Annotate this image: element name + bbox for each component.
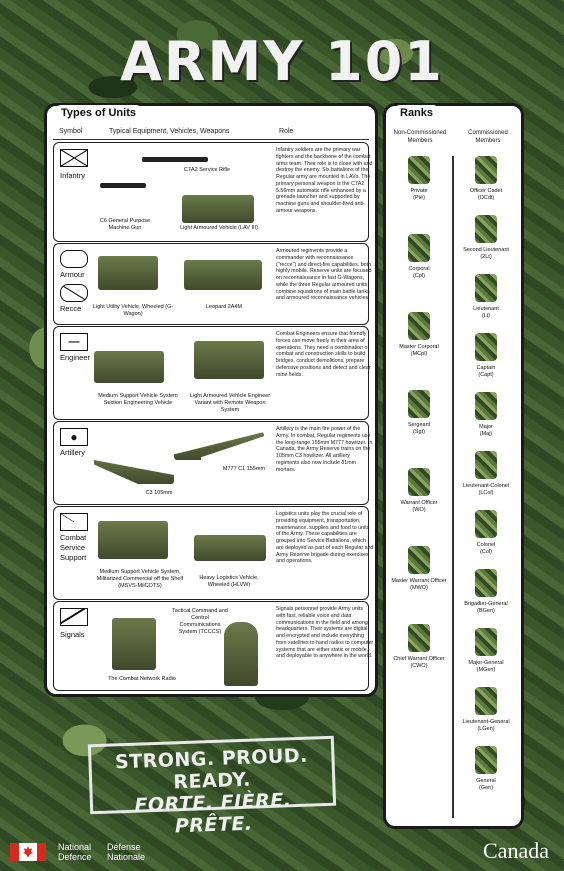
rank-label: [389, 266, 449, 280]
units-heading: Types of Units: [55, 105, 142, 121]
rank-insignia-icon: [475, 333, 497, 361]
ranks-panel: [383, 103, 524, 829]
rank-label: [456, 778, 516, 792]
armour-role: Armoured regiments provide a commander with reconnaissance ("recce") and direct-fire capabilities, both highly mobile. Reserve units are focused on reconnaissance in fast G-Wagons, while the three Regular armoured units combine squadrons of main battle tanks and armoured reconnaissance vehicles.: [276, 248, 372, 302]
infantry-eq-1: C7A2 Service Rifle: [183, 167, 231, 173]
rank-abbr: (Cpl): [413, 272, 425, 279]
rank-name: Warrant Officer: [400, 500, 438, 506]
rank-name: Private: [410, 188, 428, 194]
rank-abbr: (WO): [412, 506, 426, 513]
recce-label: Recce: [60, 304, 82, 313]
rank-label: [389, 500, 449, 514]
rank-name: Captain: [476, 365, 496, 371]
rank-abbr: (MCpl): [410, 350, 428, 357]
rank-abbr: (Pte): [413, 194, 425, 201]
css-symbol-icon: [60, 513, 88, 531]
rank-name: Lieutenant-General: [462, 719, 510, 725]
rank-label: [456, 719, 516, 733]
rank-label: [456, 601, 516, 615]
unit-row-engineer: [53, 326, 369, 420]
rank-label: [389, 422, 449, 436]
rank-abbr: (LGen): [477, 725, 495, 732]
armour-label: Armour: [60, 270, 85, 279]
signals-symbol-icon: [60, 608, 88, 626]
rank-insignia-icon: [475, 628, 497, 656]
signals-role: Signals personnel provide Army units with fast, reliable voice and data communications in the field and among headquarters. Their systems are digital and encrypted and include everything from satellites to hand radios to computer systems that are either static or mobile, and deployable to anywhere in the world.: [276, 606, 374, 660]
rank-label: [456, 188, 516, 202]
rank-abbr: (CWO): [410, 662, 428, 669]
unit-row-signals: [53, 601, 374, 691]
ranks-heading: Ranks: [394, 105, 439, 121]
rank-abbr: (2Lt): [480, 253, 492, 260]
css-eq-2: Heavy Logistics Vehicle, Wheeled (HLVW): [199, 575, 259, 588]
slogan-banner: [88, 736, 336, 838]
rank-insignia-icon: [475, 451, 497, 479]
engineer-symbol-icon: —: [60, 333, 88, 351]
artillery-symbol-icon: ●: [60, 428, 88, 446]
rank-label: [456, 306, 516, 320]
signals-label: Signals: [60, 630, 85, 639]
unit-row-artillery: [53, 421, 373, 505]
unit-row-armour: [53, 243, 372, 325]
rank-insignia-icon: [475, 746, 497, 774]
types-of-units-panel: [44, 103, 378, 697]
armour-eq-1: Light Utility Vehicle, Wheeled (G-Wagon): [92, 304, 174, 317]
rank-label: [389, 188, 449, 202]
rank-abbr: (BGen): [477, 607, 495, 614]
engineer-eq-2: Light Armoured Vehicle Engineer Variant with Remote Weapon System: [189, 393, 271, 413]
m777-howitzer-image: [174, 432, 264, 460]
rank-name: Second Lieutenant: [463, 247, 509, 253]
unit-row-combat-service-support: [53, 506, 374, 600]
dept-en-1: National: [58, 842, 92, 852]
hlvw-image: [194, 535, 266, 561]
page-title: ARMY 101: [120, 30, 444, 93]
rank-name: Major-General: [468, 660, 504, 666]
col-role: Role: [279, 128, 294, 135]
unit-row-infantry: [53, 142, 373, 242]
rank-abbr: (Capt): [478, 371, 494, 378]
rank-name: Colonel: [476, 542, 496, 548]
rank-insignia-icon: [408, 468, 430, 496]
g-wagon-image: [98, 256, 158, 290]
engineer-label: Engineer: [60, 353, 91, 362]
col-equipment: Typical Equipment, Vehicles, Weapons: [109, 128, 230, 135]
rank-abbr: (Sgt): [413, 428, 425, 435]
rank-insignia-icon: [475, 392, 497, 420]
rank-insignia-icon: [408, 390, 430, 418]
dept-fr-1: Défense: [107, 842, 141, 852]
canada-wordmark: Canada: [483, 838, 549, 863]
rank-insignia-icon: [408, 234, 430, 262]
ncm-heading: Non-Commissioned Members: [393, 130, 447, 144]
rank-name: Sergeant: [407, 422, 431, 428]
rank-label: [456, 247, 516, 261]
css-eq-1: Medium Support Vehicle System, Militarized Commercial off the Shelf (MSVS-MilCOTS): [96, 569, 184, 589]
artillery-eq-1: M777 C1 155mm: [222, 466, 266, 472]
signals-eq-1: Tactical Command and Control Communications System (TCCCS): [172, 608, 228, 635]
rank-abbr: (OCdt): [477, 194, 495, 201]
css-role: Logistics units play the crucial role of providing equipment, transportation, maintenance, supplies and food to units of the Army. These capabilities are grouped into Service Battalions, which are deployed as part of each Regular and Army Reserve brigade during exercises and operations.: [276, 511, 374, 565]
combat-network-radio-image: [112, 618, 156, 670]
engineer-eq-1: Medium Support Vehicle System Section Engineering Vehicle: [98, 393, 178, 406]
rank-name: Officer Cadet: [469, 188, 503, 194]
rank-insignia-icon: [408, 624, 430, 652]
rank-name: Brigadier-General: [464, 601, 508, 607]
rank-label: [389, 656, 449, 670]
rank-label: [456, 660, 516, 674]
rank-label: [456, 424, 516, 438]
armour-symbol-icon: [60, 250, 88, 268]
rank-abbr: (Gen): [478, 784, 494, 791]
rank-insignia-icon: [408, 546, 430, 574]
rank-name: Lieutenant: [473, 306, 499, 312]
infantry-eq-2: C6 General Purpose Machine Gun: [99, 218, 151, 231]
recce-symbol-icon: [60, 284, 88, 302]
msvs-milcots-image: [98, 521, 168, 559]
rank-insignia-icon: [475, 569, 497, 597]
col-symbol: Symbol: [59, 128, 83, 135]
rank-name: Major: [479, 424, 493, 430]
msvs-sev-image: [94, 351, 164, 383]
infantry-label: Infantry: [60, 171, 86, 180]
lav-engineer-image: [194, 341, 264, 379]
rank-name: Master Corporal: [399, 344, 439, 350]
rank-insignia-icon: [408, 156, 430, 184]
slogan-fr: FORTE. FIÈRE. PRÊTE.: [134, 789, 292, 838]
rank-label: [389, 344, 449, 358]
rank-abbr: (Lt): [481, 312, 491, 319]
rank-insignia-icon: [475, 274, 497, 302]
c3-howitzer-image: [94, 454, 174, 484]
rank-name: General: [476, 778, 496, 784]
rifle-icon: [142, 157, 208, 162]
armour-eq-2: Leopard 2A4M: [205, 304, 243, 310]
canada-flag-icon: [10, 843, 46, 861]
rank-name: Lieutenant-Colonel: [462, 483, 510, 489]
rank-label: [456, 542, 516, 556]
dept-en-2: Defence: [58, 852, 92, 863]
infantry-role: Infantry soldiers are the primary war fighters and the backbone of the combat arms team. Their role is to close with and destroy the enemy. Six battalions of the Regular army are mounted in LAVs. The primary personal weapon is the C7A2 5.56mm automatic rifle enhanced by a grenade launcher and supported by machine guns and shoulder-fired anti-armour weapons.: [276, 147, 373, 214]
rank-abbr: (Col): [480, 548, 492, 555]
rank-name: Chief Warrant Officer: [393, 656, 445, 662]
artillery-role: Artillery is the main fire power of the Army. In combat, Regular regiments use the long-range 155mm M777 howitzer. In Canada, the Army Reserve trains on the 105mm C3 howitzer. All artillery regiments also now include 81mm mortars.: [276, 426, 373, 473]
artillery-label: Artillery: [60, 448, 86, 457]
ranks-divider: [452, 156, 454, 818]
slogan-en: STRONG. PROUD. READY.: [114, 744, 309, 794]
dept-en: [58, 842, 92, 863]
rank-insignia-icon: [475, 687, 497, 715]
rank-insignia-icon: [475, 215, 497, 243]
rank-name: Master Warrant Officer: [391, 578, 447, 584]
signals-eq-2: The Combat Network Radio: [108, 676, 176, 682]
co-heading: Commissioned Members: [468, 130, 508, 144]
rank-abbr: (Maj): [479, 430, 493, 437]
css-label: Combat Service Support: [60, 533, 87, 562]
leopard-tank-image: [184, 260, 262, 290]
artillery-eq-2: C3 105mm: [145, 490, 173, 496]
rank-insignia-icon: [475, 510, 497, 538]
dept-fr: [107, 842, 145, 863]
rank-insignia-icon: [408, 312, 430, 340]
machine-gun-icon: [100, 183, 146, 188]
rank-label: [456, 365, 516, 379]
dept-fr-2: Nationale: [107, 852, 146, 863]
engineer-role: Combat Engineers ensure that friendly forces can move freely in their area of operations. They need a combination of combat and construction skills to build bridges, conduct demolitions, prepare defensive positions and detect and clear mine fields.: [276, 331, 371, 378]
rank-label: [389, 578, 449, 592]
rank-abbr: (MWO): [410, 584, 428, 591]
rank-name: Corporal: [408, 266, 430, 272]
infantry-eq-3: Light Armoured Vehicle (LAV III): [180, 225, 258, 231]
rank-label: [456, 483, 516, 497]
lav-iii-image: [182, 195, 254, 223]
signals-soldier-image: [224, 622, 258, 686]
infantry-symbol-icon: [60, 149, 88, 167]
rank-insignia-icon: [475, 156, 497, 184]
rank-abbr: (MGen): [476, 666, 496, 673]
header-divider: [53, 139, 369, 140]
rank-abbr: (LCol): [478, 489, 494, 496]
